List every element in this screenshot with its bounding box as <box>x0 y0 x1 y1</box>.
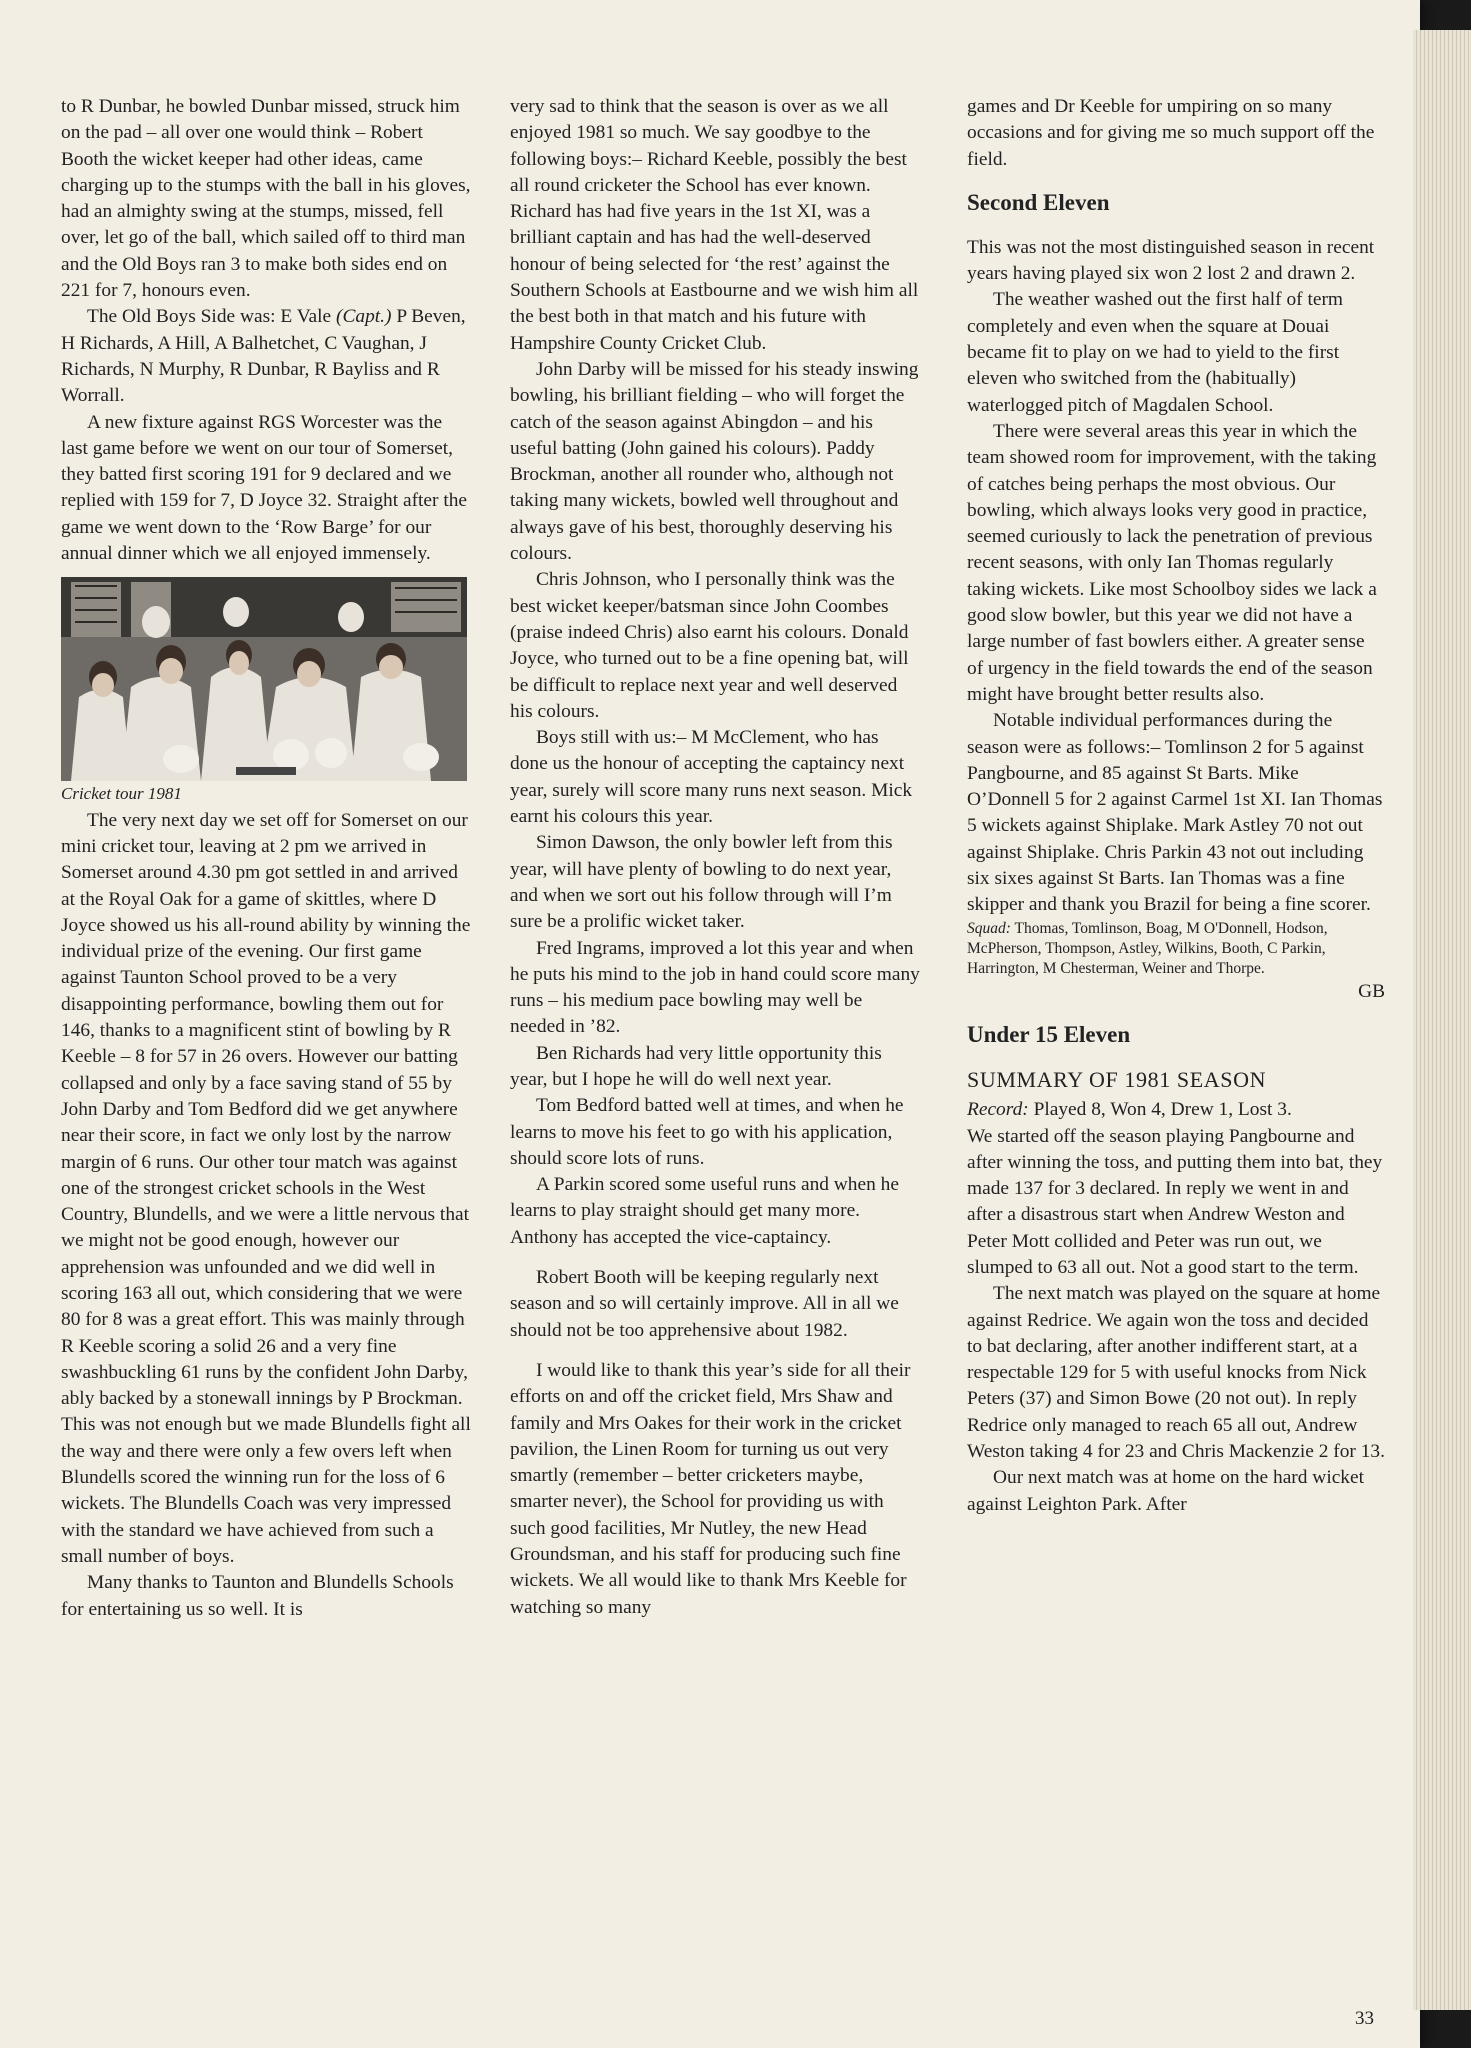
paragraph: John Darby will be missed for his steady inswing bowling, his brilliant fielding – who will forget the catch of the season against Abingdon – and his useful batting (John gained his colours). Paddy Brockman, another all rounder who, although not taking many wickets, bowled well throughout and always gave of his best, thoroughly deserving his colours. <box>510 358 919 565</box>
old-boys-side-paragraph: The Old Boys Side was: E Vale (Capt.) P Beven, H Richards, A Hill, A Balhetchet, C Vaughan, J Richards, N Murphy, R Dunbar, R Bayliss and R Worrall. <box>61 306 466 407</box>
squad-list: Squad: Thomas, Tomlinson, Boag, M O'Donnell, Hodson, McPherson, Thompson, Astley, Wilkins, Booth, C Parkin, Harrington, M Chesterman, Weiner and Thorpe. <box>967 919 1328 977</box>
paragraph: Simon Dawson, the only bowler left from this year, will have plenty of bowling to do next year, and when we sort out his follow through will I’m sure be a prolific wicket taker. <box>510 832 893 933</box>
paragraph: A new fixture against RGS Worcester was the last game before we went on our tour of Somerset, they batted first scoring 191 for 9 declared and we replied with 159 for 7, D Joyce 32. Straight after the game we went down to the ‘Row Barge’ for our annual dinner which we all enjoyed immensely. <box>61 411 468 565</box>
paragraph: to R Dunbar, he bowled Dunbar missed, struck him on the pad – all over one would think – Robert Booth the wicket keeper had other ideas, came charging up to the stumps with the ball in his gloves, had an almighty swing at the stumps, missed, fell over, let go of the ball, which sailed off to third man and the Old Boys ran 3 to make both sides end on 221 for 7, honours even. <box>61 96 471 302</box>
season-record: Record: Played 8, Won 4, Drew 1, Lost 3. <box>967 1099 1292 1121</box>
photo-caption: Cricket tour 1981 <box>61 784 182 804</box>
page-edges <box>1413 30 1471 2010</box>
paragraph: The next match was played on the square at home against Redrice. We again won the toss and decided to bat declaring, after another indifferent start, at a respectable 129 for 5 with useful knocks from Nick Peters (37) and Simon Bowe (20 not out). In reply Redrice only managed to reach 65 all out, Andrew Weston taking 4 for 23 and Chris Mackenzie 2 for 13. <box>967 1283 1385 1463</box>
paragraph: Fred Ingrams, improved a lot this year and when he puts his mind to the job in hand could score many runs – his medium pace bowling may well be needed in ’82. <box>510 937 920 1038</box>
paragraph: Our next match was at home on the hard wicket against Leighton Park. After <box>967 1467 1364 1515</box>
summary-heading: SUMMARY OF 1981 SEASON <box>967 1066 1267 1092</box>
paragraph: games and Dr Keeble for umpiring on so many occasions and for giving me so much support off the field. <box>967 96 1375 170</box>
paragraph: The weather washed out the first half of term completely and even when the square at Douai became fit to play on we had to yield to the first eleven who switched from the (habitually) waterlogged pitch of Magdalen School. <box>967 289 1343 416</box>
left-column <box>61 94 473 1623</box>
paragraph: I would like to thank this year’s side for all their efforts on and off the cricket field, Mrs Shaw and family and Mrs Oakes for their work in the cricket pavilion, the Linen Room for turning us out very smartly (remember – better cricketers maybe, smarter never), the School for providing us with such good facilities, Mr Nutley, the new Head Groundsman, and his staff for producing such fine wickets. We all would like to thank Mrs Keeble for watching so many <box>510 1359 911 1618</box>
paragraph: Ben Richards had very little opportunity this year, but I hope he will do well next year. <box>510 1042 882 1090</box>
cricket-tour-photo <box>61 577 467 781</box>
paragraph: very sad to think that the season is over as we all enjoyed 1981 so much. We say goodbye to the following boys:– Richard Keeble, possibly the best all round cricketer the School has ever known. Richard has had five years in the 1st XI, was a brilliant captain and has had the well-deserved honour of being selected for ‘the rest’ against the Southern Schools at Eastbourne and we wish him all the best both in that match and his future with Hampshire County Cricket Club. <box>510 96 919 354</box>
paragraph: Boys still with us:– M McClement, who has done us the honour of accepting the captaincy next year, surely will score many runs next season. Mick earnt his colours this year. <box>510 727 913 828</box>
paragraph: Robert Booth will be keeping regularly next season and so will certainly improve. All in all we should not be too apprehensive about 1982. <box>510 1267 899 1341</box>
paragraph: We started off the season playing Pangbourne and after winning the toss, and putting them into bat, they made 137 for 3 declared. In reply we went in and after a disastrous start when Andrew Weston and Peter Mott collided and Peter was run out, we slumped to 63 all out. Not a good start to the term. <box>967 1125 1383 1278</box>
paragraph: Chris Johnson, who I personally think was the best wicket keeper/batsman since John Coombes (praise indeed Chris) also earnt his colours. Donald Joyce, who turned out to be a fine opening bat, will be difficult to replace next year and well deserved his colours. <box>510 569 909 722</box>
paragraph: A Parkin scored some useful runs and when he learns to play straight should get many more. Anthony has accepted the vice-captaincy. <box>510 1174 899 1248</box>
middle-column <box>510 94 920 1621</box>
section-heading-under-15: Under 15 Eleven <box>967 1021 1131 1047</box>
paragraph: There were several areas this year in which the team showed room for improvement, with the taking of catches being perhaps the most obvious. Our bowling, which always looks very good in practice, seemed curiously to lack the penetration of previous recent seasons, with only Ian Thomas regularly taking wickets. Like most Schoolboy sides we lack a good slow bowler, but this year we did not have a large number of fast bowlers either. A greater sense of urgency in the field towards the end of the season might have brought better results also. <box>967 420 1377 705</box>
paragraph: Tom Bedford batted well at times, and when he learns to move his feet to go with his application, should score lots of runs. <box>510 1095 904 1169</box>
paragraph: Notable individual performances during the season were as follows:– Tomlinson 2 for 5 against Pangbourne, and 85 against St Barts. Mike O’Donnell 5 for 2 against Carmel 1st XI. Ian Thomas 5 wickets against Shiplake. Mark Astley 70 not out against Shiplake. Chris Parkin 43 not out including six sixes against St Barts. Ian Thomas was a fine skipper and thank you Brazil for being a fine scorer. <box>967 710 1383 916</box>
paragraph: The very next day we set off for Somerset on our mini cricket tour, leaving at 2 pm we arrived in Somerset around 4.30 pm got settled in and arrived at the Royal Oak for a game of skittles, where D Joyce showed us his all-round ability by winning the individual prize of the evening. Our first game against Taunton School proved to be a very disappointing performance, bowling them out for 146, thanks to a magnificent stint of bowling by R Keeble – 8 for 57 in 26 overs. However our batting collapsed and only by a face saving stand of 55 by John Darby and Tom Bedford did we get anywhere near their score, in fact we only lost by the narrow margin of 6 runs. Our other tour match was against one of the strongest cricket schools in the West Country, Blundells, and we were a little nervous that we might not be good enough, however our apprehension was unfounded and we did well in scoring 163 all out, which considering that we were 80 for 8 was a great effort. This was mainly through R Keeble scoring a solid 26 and a very fine swashbuckling 61 runs by the confident John Darby, ably backed by a stonewall innings by P Brockman. This was not enough but we made Blundells fight all the way and there were only a few overs left when Blundells scored the winning run for the loss of 6 wickets. The Blundells Coach was very impressed with the standard we have achieved from such a small number of boys. <box>61 809 471 1567</box>
section-heading-second-eleven: Second Eleven <box>967 189 1110 215</box>
page-number: 33 <box>1355 2008 1374 2029</box>
right-column <box>967 94 1385 1518</box>
paragraph: This was not the most distinguished season in recent years having played six won 2 lost 2 and drawn 2. <box>967 236 1375 285</box>
paragraph: Many thanks to Taunton and Blundells Schools for entertaining us so well. It is <box>61 1572 454 1620</box>
author-initials: GB <box>1358 980 1385 1002</box>
